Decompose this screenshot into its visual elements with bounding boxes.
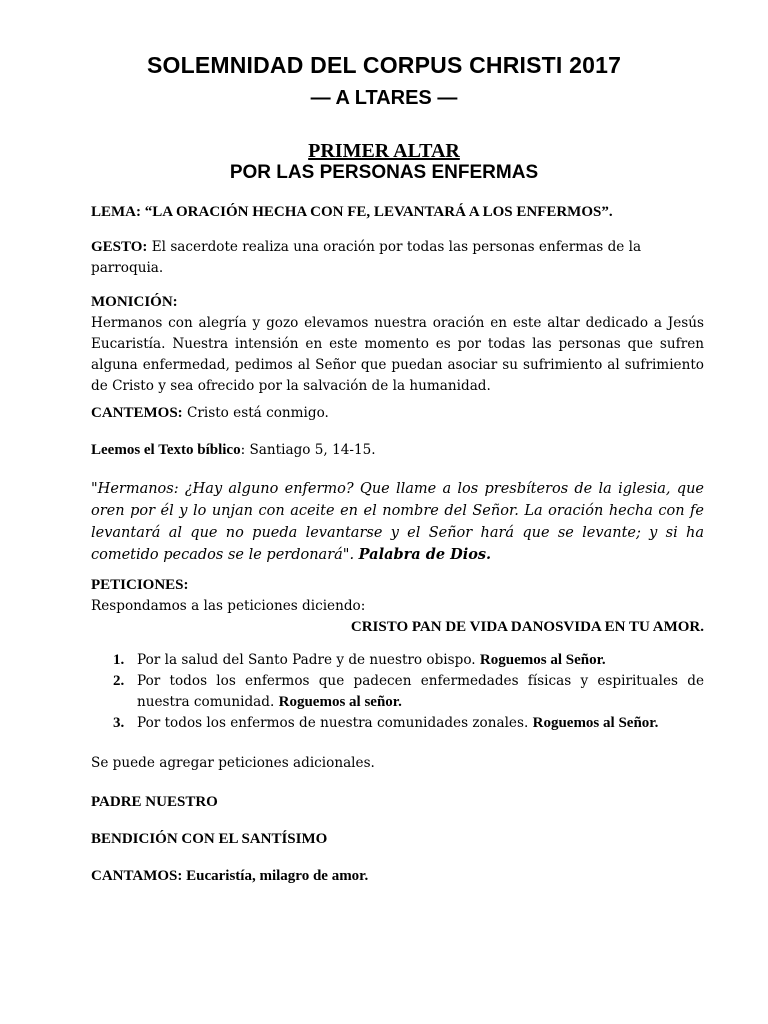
list-item-text: Por todos los enfermos de nuestra comunidades zonales. bbox=[137, 715, 533, 731]
list-item-text: Por la salud del Santo Padre y de nuestro obispo. bbox=[137, 652, 480, 668]
list-item bbox=[91, 713, 704, 734]
monicion-label: MONICIÓN: bbox=[91, 294, 178, 310]
peticiones-label: PETICIONES: bbox=[91, 577, 189, 593]
cantemos-text: Cristo está conmigo. bbox=[182, 405, 329, 421]
list-item-number: 1. bbox=[113, 652, 125, 668]
lema-label: LEMA: “LA ORACIÓN HECHA CON FE, LEVANTARÁ A LOS ENFERMOS”. bbox=[91, 204, 613, 220]
bendicion bbox=[91, 829, 704, 850]
gesto-text: El sacerdote realiza una oración por todas las personas enfermas de la parroquia. bbox=[91, 239, 642, 276]
bible-quote-closing: Palabra de Dios. bbox=[358, 546, 492, 563]
cantamos-text: Eucaristía, milagro de amor. bbox=[182, 868, 369, 884]
peticiones-response: CRISTO PAN DE VIDA DANOSVIDA EN TU AMOR. bbox=[350, 619, 704, 635]
document-title: SOLEMNIDAD DEL CORPUS CHRISTI 2017 bbox=[146, 52, 622, 78]
altar-title: PRIMER ALTAR bbox=[308, 140, 460, 162]
list-item-number: 2. bbox=[113, 673, 125, 689]
padre-nuestro bbox=[91, 792, 704, 813]
bible-quote-text: "Hermanos: ¿Hay alguno enfermo? Que llame a los presbíteros de la iglesia, que oren por él y lo unjan con aceite en el nombre del Señor. La oración hecha con fe levantará al que no pueda levantarse y el Señor hará que se levante; y si ha cometido pecados se le perdonará". bbox=[91, 481, 704, 563]
gesto-section bbox=[91, 237, 704, 279]
gesto-label: GESTO: bbox=[91, 239, 148, 255]
monicion-text: Hermanos con alegría y gozo elevamos nuestra oración en este altar dedicado a Jesús Eucaristía. Nuestra intensión en este momento es por todas las personas que sufren alguna enfermedad, pedimos al Señor que puedan asociar su sufrimiento al sufrimiento de Cristo y sea ofrecido por la salvación de la humanidad. bbox=[91, 315, 704, 394]
lectura-label: Leemos el Texto bíblico bbox=[91, 442, 241, 458]
peticiones-note: Se puede agregar peticiones adicionales. bbox=[91, 755, 375, 771]
cantemos-line bbox=[91, 403, 704, 424]
cantamos-line bbox=[91, 866, 704, 887]
lectura-text: : Santiago 5, 14-15. bbox=[240, 442, 376, 458]
cantamos-label: CANTAMOS: bbox=[91, 868, 183, 884]
padre-nuestro-label: PADRE NUESTRO bbox=[91, 794, 218, 810]
monicion-section bbox=[91, 292, 704, 397]
list-item-text: Por todos los enfermos que padecen enfermedades físicas y espirituales de nuestra comunidad. bbox=[137, 673, 704, 710]
lema-line bbox=[91, 202, 704, 223]
altar-subtitle: POR LAS PERSONAS ENFERMAS bbox=[229, 162, 539, 183]
list-item bbox=[91, 671, 704, 713]
list-item-number: 3. bbox=[113, 715, 125, 731]
peticiones-section bbox=[91, 575, 704, 638]
list-item-response: Roguemos al señor. bbox=[278, 694, 402, 710]
list-item bbox=[91, 650, 704, 671]
document-subtitle: — A LTARES — bbox=[310, 87, 458, 109]
peticiones-intro: Respondamos a las peticiones diciendo: bbox=[91, 598, 366, 614]
list-item-response: Roguemos al Señor. bbox=[479, 652, 606, 668]
bible-quote bbox=[91, 478, 704, 566]
bendicion-label: BENDICIÓN CON EL SANTÍSIMO bbox=[91, 831, 328, 847]
cantemos-label: CANTEMOS: bbox=[91, 405, 183, 421]
peticiones-list bbox=[91, 650, 704, 734]
lectura-line bbox=[91, 440, 704, 461]
list-item-response: Roguemos al Señor. bbox=[532, 715, 659, 731]
